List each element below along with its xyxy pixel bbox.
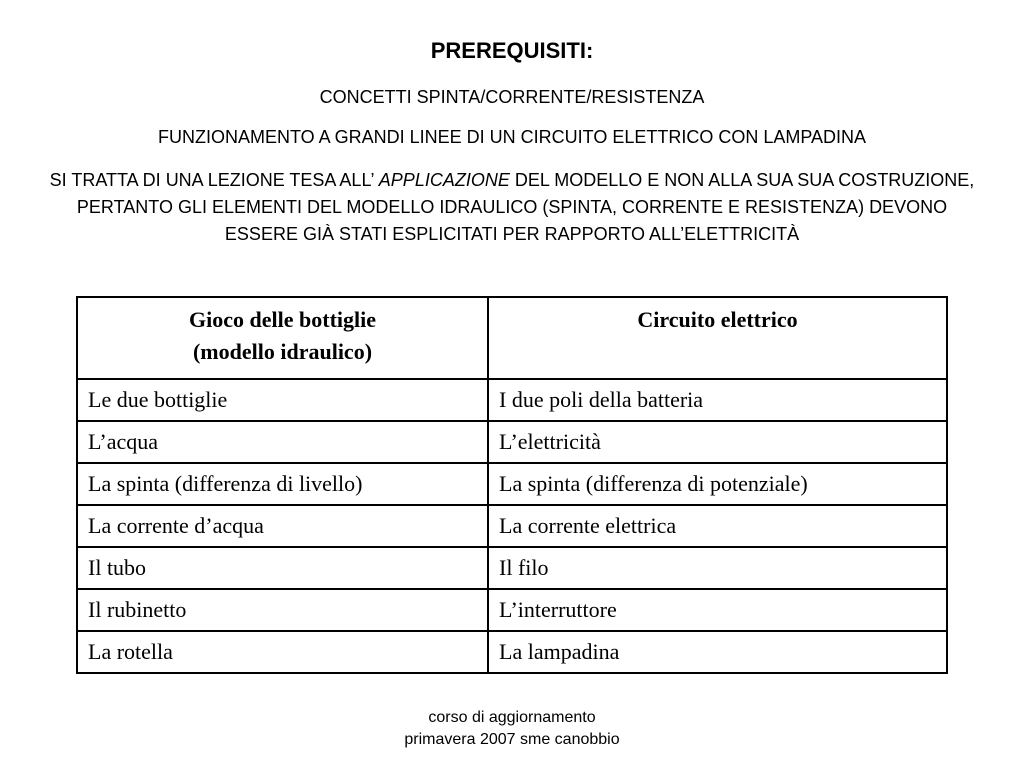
lesson-description — [40, 167, 984, 248]
table-row — [77, 421, 947, 463]
table-row — [77, 463, 947, 505]
analogy-table — [76, 296, 948, 674]
electric-cell: I due poli della batteria — [488, 379, 947, 421]
electric-cell: L’elettricità — [488, 421, 947, 463]
table-row — [77, 379, 947, 421]
footer-credit — [0, 707, 1024, 751]
header-hydraulic-model — [77, 297, 488, 379]
header-hydraulic-model-line2: (modello idraulico) — [192, 339, 373, 364]
lesson-description-end: DEL MODELLO E NON ALLA SUA SUA COSTRUZIONE, PERTANTO GLI ELEMENTI DEL MODELLO IDRAULICO (SPINTA, CORRENTE E RESISTENZA) DEVONO ESSERE GIÀ STATI ESPLICITATI PER RAPPORTO ALL’ELETTRICITÀ — [76, 170, 975, 244]
electric-cell: La corrente elettrica — [488, 505, 947, 547]
lesson-description-emphasis: APPLICAZIONE — [378, 170, 510, 190]
prerequisite-circuit: FUNZIONAMENTO A GRANDI LINEE DI UN CIRCUITO ELETTRICO CON LAMPADINA — [157, 127, 867, 147]
hydraulic-cell: Il tubo — [77, 547, 488, 589]
footer-course: corso di aggiornamento — [428, 709, 596, 726]
table-row — [77, 505, 947, 547]
table-row — [77, 631, 947, 673]
hydraulic-cell: La rotella — [77, 631, 488, 673]
hydraulic-cell: La corrente d’acqua — [77, 505, 488, 547]
table-row — [77, 589, 947, 631]
table-header-row — [77, 297, 947, 379]
page-title: PREREQUISITI: — [430, 38, 594, 63]
table-row — [77, 547, 947, 589]
hydraulic-cell: Il rubinetto — [77, 589, 488, 631]
prerequisite-concepts: CONCETTI SPINTA/CORRENTE/RESISTENZA — [319, 87, 705, 107]
header-electric-circuit: Circuito elettrico — [488, 297, 947, 379]
footer-season: primavera 2007 sme canobbio — [404, 731, 620, 748]
hydraulic-cell: L’acqua — [77, 421, 488, 463]
electric-cell: La lampadina — [488, 631, 947, 673]
electric-cell: Il filo — [488, 547, 947, 589]
hydraulic-cell: La spinta (differenza di livello) — [77, 463, 488, 505]
header-hydraulic-model-line1: Gioco delle bottiglie — [189, 307, 376, 332]
hydraulic-cell: Le due bottiglie — [77, 379, 488, 421]
lesson-description-start: SI TRATTA DI UNA LEZIONE TESA ALL’ — [49, 170, 379, 190]
electric-cell: L’interruttore — [488, 589, 947, 631]
electric-cell: La spinta (differenza di potenziale) — [488, 463, 947, 505]
